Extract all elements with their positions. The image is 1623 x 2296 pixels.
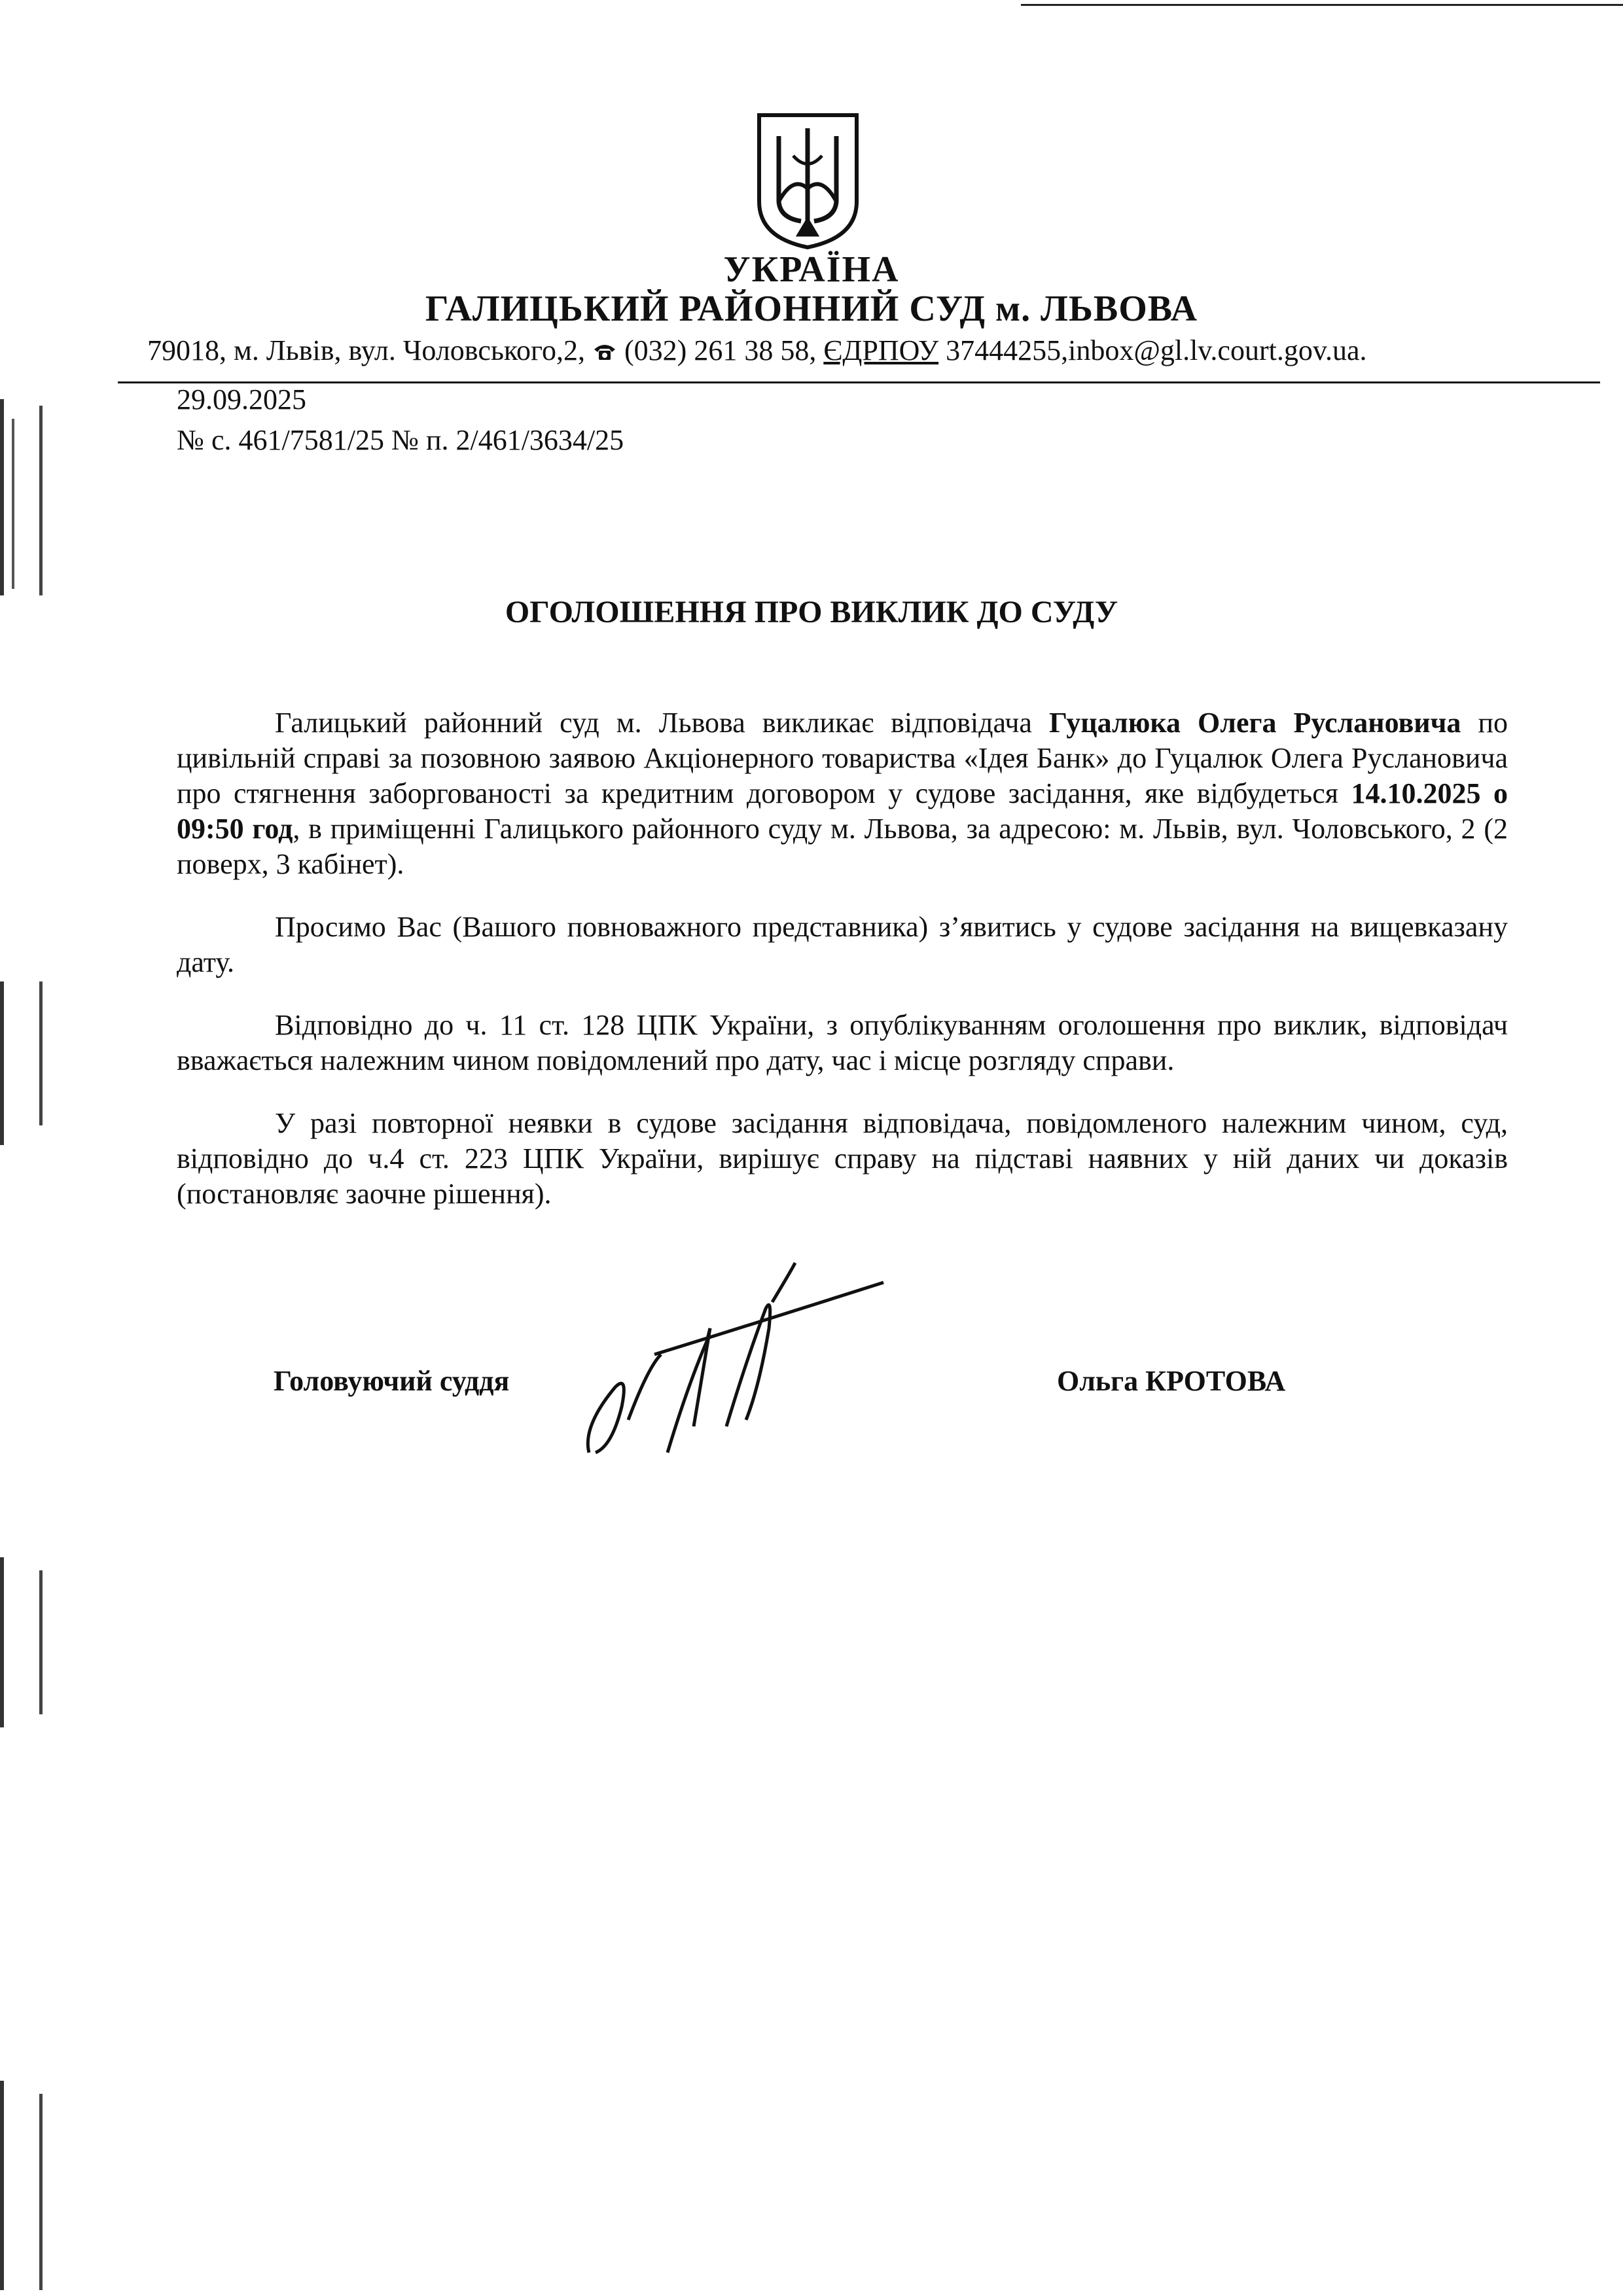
hearing-datetime: 14.10.2025 о 09:50 год xyxy=(177,777,1508,845)
paragraph-text: по цивільній справі за позовною заявою Акціонерного товариства «Ідея Банк» до Гуцалюк Олега Руслановича про стягнення заборгованості за кредитним договором у судове засідання, яке відбудеться xyxy=(177,707,1508,809)
scan-artifact xyxy=(39,981,43,1125)
scan-artifact xyxy=(0,1557,4,1727)
edrpou-label: ЄДРПОУ xyxy=(823,334,939,366)
phone-icon xyxy=(592,342,617,361)
scan-artifact xyxy=(12,419,14,589)
scan-artifact xyxy=(39,406,43,595)
court-name-heading: ГАЛИЦЬКИЙ РАЙОННИЙ СУД м. ЛЬВОВА xyxy=(425,289,1198,329)
court-address-line xyxy=(147,334,1574,367)
edrpou-email-text: 37444255,inbox@gl.lv.court.gov.ua. xyxy=(938,334,1367,366)
paragraph-text: Галицький районний суд м. Львова викликає відповідача xyxy=(275,707,1049,739)
case-numbers: № с. 461/7581/25 № п. 2/461/3634/25 xyxy=(177,424,624,456)
defendant-name: Гуцалюка Олега Руслановича xyxy=(1048,707,1461,739)
scan-artifact xyxy=(0,981,4,1145)
country-heading: УКРАЇНА xyxy=(723,249,900,290)
paragraph-text: , в приміщенні Галицького районного суду м. Львова, за адресою: м. Львів, вул. Чоловського, 2 (2 поверх, 3 кабінет). xyxy=(177,813,1508,880)
address-text: 79018, м. Львів, вул. Чоловського,2, xyxy=(147,334,593,366)
paragraph-legal-basis: Відповідно до ч. 11 ст. 128 ЦПК України, з опублікуванням оголошення про виклик, відповідач вважається належним чином повідомлений про дату, час і місце розгляду справи. xyxy=(177,1009,1508,1076)
scan-artifact xyxy=(39,1570,43,1714)
judge-title: Головуючий суддя xyxy=(274,1365,510,1397)
document-date: 29.09.2025 xyxy=(177,383,306,415)
scan-artifact xyxy=(0,399,4,595)
scan-artifact xyxy=(0,2081,4,2290)
paragraph-request: Просимо Вас (Вашого повноважного представника) з’явитись у судове засідання на вищевказану дату. xyxy=(177,911,1508,978)
notice-title: ОГОЛОШЕННЯ ПРО ВИКЛИК ДО СУДУ xyxy=(505,595,1118,629)
paragraph-summons xyxy=(177,705,1508,882)
paragraph-default-judgment: У разі повторної неявки в судове засідання відповідача, повідомленого належним чином, суд, відповідно до ч.4 ст. 223 ЦПК України, вирішує справу на підставі наявних у ній даних чи доказів (постановляє заочне рішення). xyxy=(177,1107,1508,1210)
phone-text: (032) 261 38 58, xyxy=(617,334,824,366)
scan-artifact xyxy=(39,2094,43,2290)
trident-emblem-icon xyxy=(754,110,862,251)
notice-body xyxy=(177,705,1508,1239)
document-meta xyxy=(177,380,624,461)
scan-artifact xyxy=(1021,4,1623,6)
handwritten-signature xyxy=(576,1256,890,1466)
judge-name: Ольга КРОТОВА xyxy=(1057,1365,1286,1397)
